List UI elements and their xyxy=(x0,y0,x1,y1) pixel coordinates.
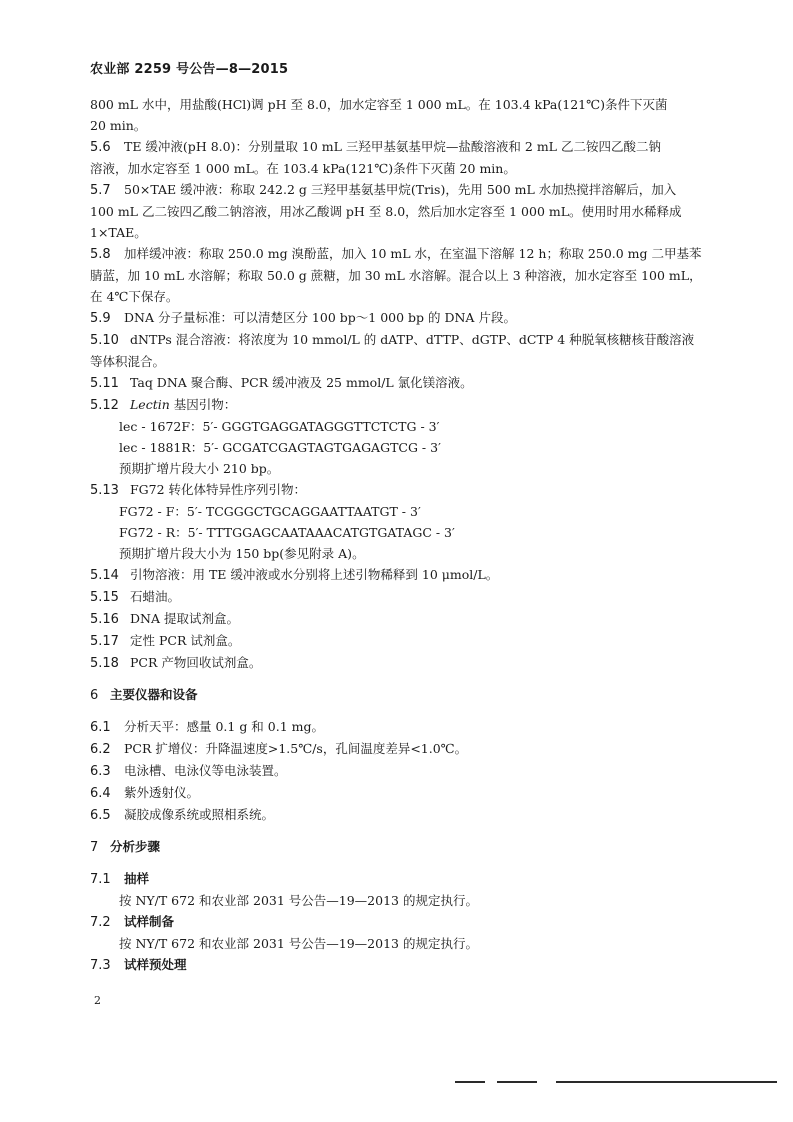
clause-text: 定性 PCR 试剂盒。 xyxy=(130,633,241,648)
clause-text: DNA 分子量标准：可以清楚区分 100 bp～1 000 bp 的 DNA 片段。 xyxy=(124,310,516,325)
clause-5-8 xyxy=(90,243,712,265)
clause-text: 凝胶成像系统或照相系统。 xyxy=(124,807,275,822)
clause-text: FG72 转化体特异性序列引物： xyxy=(130,482,307,497)
primer-line: FG72 - R：5′- TTTGGAGCAATAAACATGTGATAGC - 3′ xyxy=(119,525,455,540)
gene-name: Lectin xyxy=(130,397,170,412)
primer-line: lec - 1881R：5′- GCGATCGAGTAGTGAGAGTCG - 3′ xyxy=(119,440,441,455)
clause-number: 6.1 xyxy=(90,720,111,735)
clause-5-10 xyxy=(90,329,712,351)
clause-5-16 xyxy=(90,608,712,630)
clause-number: 7.3 xyxy=(90,958,111,973)
clause-number: 6.2 xyxy=(90,742,111,757)
clause-5-11 xyxy=(90,372,712,394)
clause-number: 5.7 xyxy=(90,183,111,198)
clause-number: 5.12 xyxy=(90,398,119,413)
clause-text: PCR 扩增仪：升降温速度>1.5℃/s，孔间温度差异<1.0℃。 xyxy=(124,741,468,756)
clause-text: 加样缓冲液：称取 250.0 mg 溴酚蓝，加入 10 mL 水，在室温下溶解 12 h；称取 250.0 mg 二甲基苯 xyxy=(124,246,702,261)
clause-6-3 xyxy=(90,760,712,782)
clause-text: 分析天平：感量 0.1 g 和 0.1 mg。 xyxy=(124,719,324,734)
chapter-title: 主要仪器和设备 xyxy=(110,687,198,702)
text-line: 按 NY/T 672 和农业部 2031 号公告—19—2013 的规定执行。 xyxy=(119,893,478,908)
clause-text: PCR 产物回收试剂盒。 xyxy=(130,655,262,670)
spacer xyxy=(90,674,712,684)
chapter-number: 7 xyxy=(90,840,99,855)
footer-rule xyxy=(455,1081,485,1083)
clause-6-4 xyxy=(90,782,712,804)
clause-5-6 xyxy=(90,136,712,158)
clause-number: 5.16 xyxy=(90,612,119,627)
clause-number: 7.2 xyxy=(90,915,111,930)
footer-rule xyxy=(497,1081,537,1083)
clause-number: 5.10 xyxy=(90,333,119,348)
text-line: 1×TAE。 xyxy=(90,225,147,240)
clause-title: 抽样 xyxy=(124,871,150,886)
clause-number: 6.4 xyxy=(90,786,111,801)
clause-7-3 xyxy=(90,954,712,976)
text-line: 800 mL 水中，用盐酸(HCl)调 pH 至 8.0，加水定容至 1 000 mL。在 103.4 kPa(121℃)条件下灭菌 xyxy=(90,97,668,112)
primer-line: lec - 1672F：5′- GGGTGAGGATAGGGTTCTCTG - 3′ xyxy=(119,419,440,434)
clause-5-7 xyxy=(90,179,712,201)
clause-text: dNTPs 混合溶液：将浓度为 10 mmol/L 的 dATP、dTTP、dGTP、dCTP 4 种脱氧核糖核苷酸溶液 xyxy=(130,332,695,347)
clause-number: 6.3 xyxy=(90,764,111,779)
clause-6-2 xyxy=(90,738,712,760)
chapter-7-heading xyxy=(90,836,712,858)
primer-line: FG72 - F：5′- TCGGGCTGCAGGAATTAATGT - 3′ xyxy=(119,504,421,519)
clause-number: 7.1 xyxy=(90,872,111,887)
clause-5-9 xyxy=(90,307,712,329)
clause-number: 5.9 xyxy=(90,311,111,326)
text-line: 腈蓝，加 10 mL 水溶解；称取 50.0 g 蔗糖，加 30 mL 水溶解。混合以上 3 种溶液，加水定容至 100 mL， xyxy=(90,268,702,283)
clause-5-18 xyxy=(90,652,712,674)
clause-text: DNA 提取试剂盒。 xyxy=(130,611,239,626)
chapter-title: 分析步骤 xyxy=(110,839,161,854)
clause-number: 5.17 xyxy=(90,634,119,649)
clause-title: 试样预处理 xyxy=(124,957,187,972)
document-header: 农业部 2259 号公告—8—2015 xyxy=(90,62,289,77)
clause-text: 紫外透射仪。 xyxy=(124,785,200,800)
clause-text: 电泳槽、电泳仪等电泳装置。 xyxy=(124,763,287,778)
clause-5-13 xyxy=(90,479,712,501)
clause-text: 50×TAE 缓冲液：称取 242.2 g 三羟甲基氨基甲烷(Tris)，先用 500 mL 水加热搅拌溶解后，加入 xyxy=(124,182,677,197)
spacer xyxy=(90,706,712,716)
clause-number: 5.18 xyxy=(90,656,119,671)
footer-rule xyxy=(556,1081,777,1083)
clause-5-15 xyxy=(90,586,712,608)
clause-number: 5.6 xyxy=(90,140,111,155)
clause-6-5 xyxy=(90,804,712,826)
text-line: 预期扩增片段大小为 150 bp(参见附录 A)。 xyxy=(119,546,365,561)
text-line: 20 min。 xyxy=(90,118,147,133)
text-line: 溶液，加水定容至 1 000 mL。在 103.4 kPa(121℃)条件下灭菌 20 min。 xyxy=(90,161,516,176)
text-line: 100 mL 乙二铵四乙酸二钠溶液，用冰乙酸调 pH 至 8.0，然后加水定容至 1 000 mL。使用时用水稀释成 xyxy=(90,204,682,219)
clause-5-12 xyxy=(90,394,712,416)
text-line: 按 NY/T 672 和农业部 2031 号公告—19—2013 的规定执行。 xyxy=(119,936,478,951)
clause-7-2 xyxy=(90,911,712,933)
clause-title: 试样制备 xyxy=(124,914,175,929)
clause-text: 引物溶液：用 TE 缓冲液或水分别将上述引物稀释到 10 μmol/L。 xyxy=(130,567,499,582)
clause-number: 5.14 xyxy=(90,568,119,583)
page-number: 2 xyxy=(94,994,101,1007)
text-line: 在 4℃下保存。 xyxy=(90,289,179,304)
clause-text: 基因引物： xyxy=(169,397,237,412)
text-line: 预期扩增片段大小 210 bp。 xyxy=(119,461,280,476)
clause-text: Taq DNA 聚合酶、PCR 缓冲液及 25 mmol/L 氯化镁溶液。 xyxy=(130,375,473,390)
text-line: 等体积混合。 xyxy=(90,354,166,369)
chapter-6-heading xyxy=(90,684,712,706)
spacer xyxy=(90,858,712,868)
clause-5-17 xyxy=(90,630,712,652)
clause-number: 5.8 xyxy=(90,247,111,262)
clause-6-1 xyxy=(90,716,712,738)
chapter-number: 6 xyxy=(90,688,99,703)
document-body xyxy=(90,94,712,976)
clause-text: TE 缓冲液(pH 8.0)：分别量取 10 mL 三羟甲基氨基甲烷—盐酸溶液和 2 mL 乙二铵四乙酸二钠 xyxy=(124,139,661,154)
clause-text: 石蜡油。 xyxy=(130,589,181,604)
clause-number: 5.15 xyxy=(90,590,119,605)
clause-number: 5.13 xyxy=(90,483,119,498)
clause-number: 5.11 xyxy=(90,376,119,391)
clause-number: 6.5 xyxy=(90,808,111,823)
spacer xyxy=(90,826,712,836)
clause-5-14 xyxy=(90,564,712,586)
clause-7-1 xyxy=(90,868,712,890)
